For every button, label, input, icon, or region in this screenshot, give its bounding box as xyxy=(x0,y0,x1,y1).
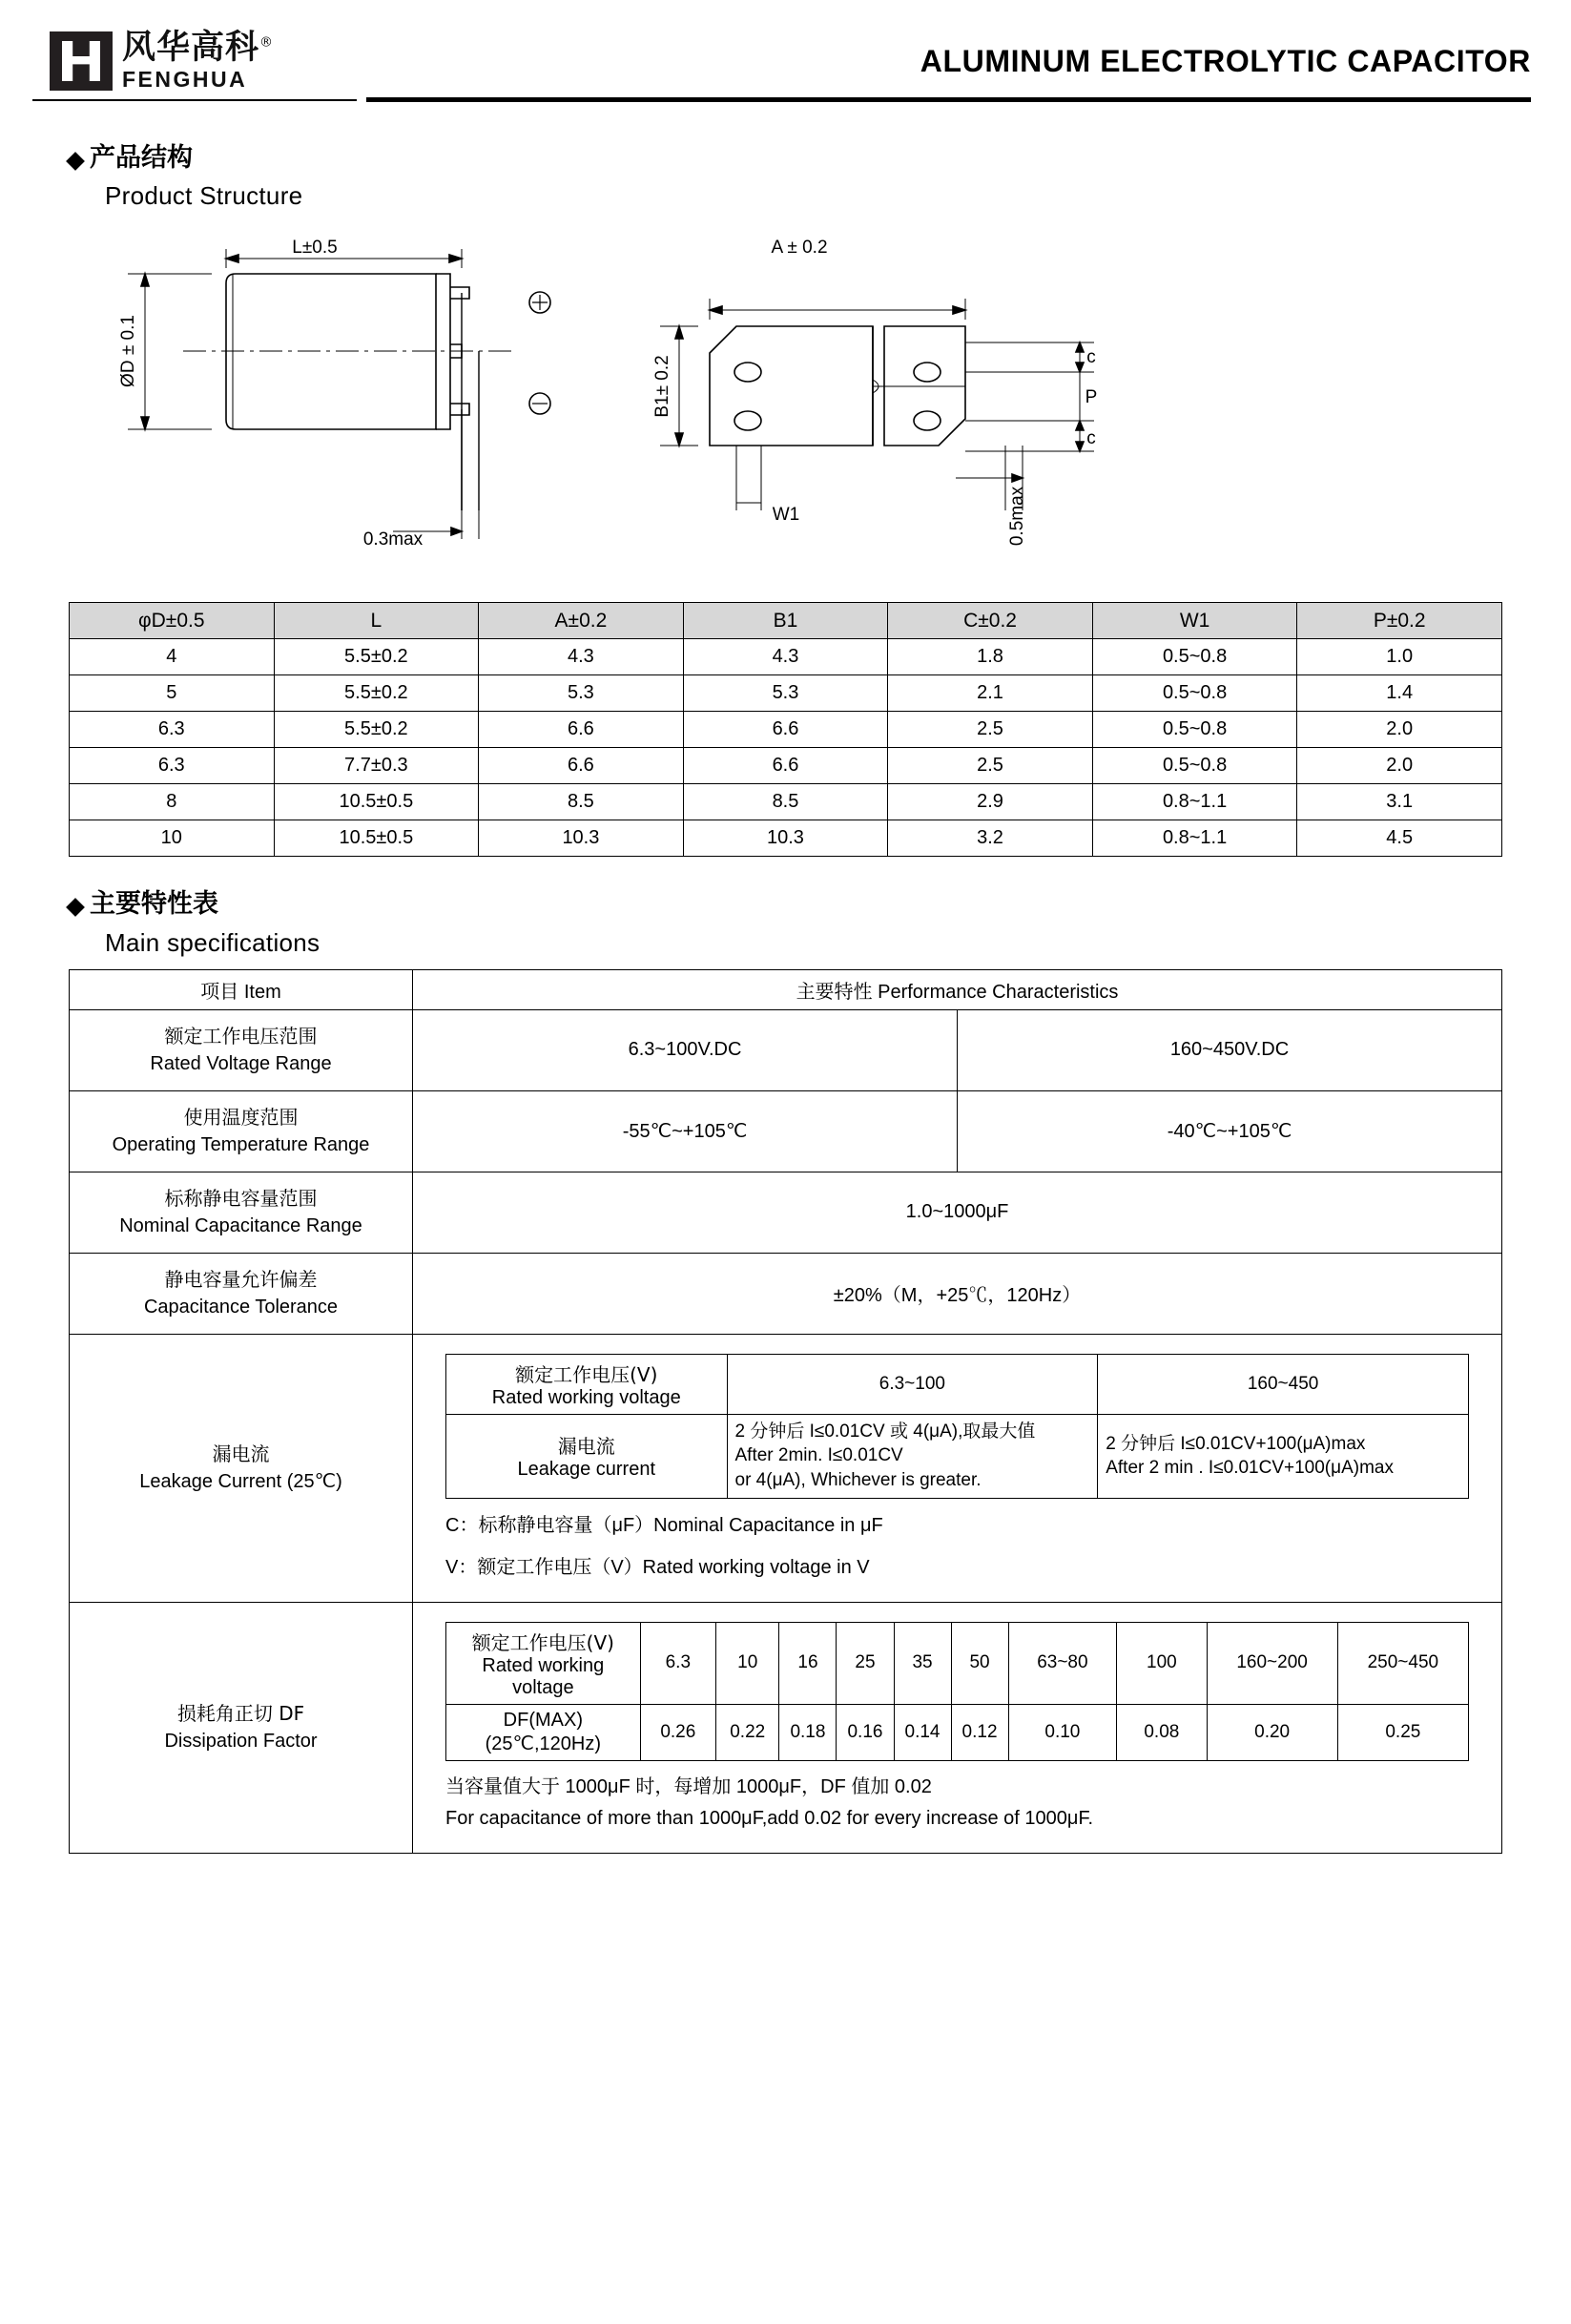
section1-title-cn: 产品结构 xyxy=(90,143,193,173)
cell: 6.6 xyxy=(683,712,888,748)
item-label-cn: 项目 xyxy=(200,979,239,1003)
label-en: Nominal Capacitance Range xyxy=(119,1214,362,1236)
label-en: Leakage current xyxy=(517,1459,656,1481)
cell: 4.5 xyxy=(1297,820,1502,857)
cell: 0.22 xyxy=(715,1704,778,1760)
cell: 0.8~1.1 xyxy=(1092,784,1297,820)
table-row xyxy=(446,1354,1469,1414)
cell: 3.1 xyxy=(1297,784,1502,820)
df-inner-wrap xyxy=(421,1608,1494,1847)
cell: 5.3 xyxy=(479,675,684,712)
svg-text:0.3max: 0.3max xyxy=(362,529,424,550)
cell: 10.5±0.5 xyxy=(274,820,479,857)
cell: 35 xyxy=(894,1622,951,1704)
cell: 7.7±0.3 xyxy=(274,748,479,784)
cell: 1.4 xyxy=(1297,675,1502,712)
label-en: Operating Temperature Range xyxy=(112,1133,370,1155)
cell: 0.20 xyxy=(1207,1704,1337,1760)
dim-header-a: A±0.2 xyxy=(479,603,684,639)
header-thick-rule xyxy=(366,97,1531,102)
cell: 1.8 xyxy=(888,639,1093,675)
cell: 160~200 xyxy=(1207,1622,1337,1704)
label-cn: 漏电流 xyxy=(557,1435,615,1459)
dim-header-p: P±0.2 xyxy=(1297,603,1502,639)
value-rated-voltage-low: 6.3~100V.DC xyxy=(413,1009,958,1090)
cell: 100 xyxy=(1117,1622,1207,1704)
cell: 50 xyxy=(951,1622,1008,1704)
spec-header-performance xyxy=(413,969,1502,1009)
cell: 0.16 xyxy=(837,1704,894,1760)
cell: 2.9 xyxy=(888,784,1093,820)
cell: 1.0 xyxy=(1297,639,1502,675)
text-line: or 4(μA), Whichever is greater. xyxy=(734,1470,982,1491)
item-label-en: Item xyxy=(243,981,281,1003)
df-inner-table xyxy=(445,1622,1469,1761)
value-rated-voltage-high: 160~450V.DC xyxy=(958,1009,1502,1090)
text-line: 2 分钟后 I≤0.01CV+100(μA)max xyxy=(1106,1433,1366,1454)
cell: 2.0 xyxy=(1297,748,1502,784)
svg-text:P: P xyxy=(1085,387,1098,408)
row-label-leakage-current xyxy=(70,1334,413,1602)
table-row xyxy=(70,820,1502,857)
table-row xyxy=(446,1414,1469,1498)
perf-label-cn: 主要特性 xyxy=(796,979,873,1003)
value-operating-temp-low: -55℃~+105℃ xyxy=(413,1090,958,1172)
spec-header-item xyxy=(70,969,413,1009)
cell: 0.25 xyxy=(1337,1704,1468,1760)
leakage-current-label xyxy=(446,1414,728,1498)
main-specifications-section xyxy=(69,889,1502,1853)
label-line-2: (25℃,120Hz) xyxy=(485,1733,602,1754)
svg-text:B1± 0.2: B1± 0.2 xyxy=(652,355,672,419)
table-row xyxy=(70,639,1502,675)
df-note-en: For capacitance of more than 1000μF,add 0.02 for every increase of 1000μF. xyxy=(445,1807,1093,1829)
text-line: 2 分钟后 I≤0.01CV 或 4(μA),取最大值 xyxy=(734,1421,1036,1442)
cell: 4.3 xyxy=(683,639,888,675)
cell: 6.6 xyxy=(479,748,684,784)
value-capacitance-tolerance: ±20%（M，+25℃，120Hz） xyxy=(413,1253,1502,1334)
label-line-2: Rated working xyxy=(482,1654,605,1676)
leakage-detail-cell xyxy=(413,1334,1502,1602)
cell: 0.10 xyxy=(1008,1704,1117,1760)
label-en: Leakage Current (25℃) xyxy=(139,1470,342,1492)
registered-trademark-icon: ® xyxy=(259,34,275,51)
df-voltage-label xyxy=(446,1622,641,1704)
dimension-table xyxy=(69,602,1502,857)
cell: 6.3 xyxy=(70,748,275,784)
cell: 0.8~1.1 xyxy=(1092,820,1297,857)
cell: 2.0 xyxy=(1297,712,1502,748)
text-line: After 2min. I≤0.01CV xyxy=(734,1445,903,1466)
row-label-nominal-capacitance xyxy=(70,1172,413,1253)
cell: 0.26 xyxy=(640,1704,715,1760)
dim-header-b1: B1 xyxy=(683,603,888,639)
cell: 0.18 xyxy=(779,1704,837,1760)
diamond-bullet-icon xyxy=(66,898,85,917)
logo-chinese-name: 风华高科® xyxy=(122,29,275,67)
table-row xyxy=(70,1602,1502,1853)
cell: 6.6 xyxy=(479,712,684,748)
cell: 10.3 xyxy=(683,820,888,857)
table-row xyxy=(70,1172,1502,1253)
df-note-cn: 当容量值大于 1000μF 时，每增加 1000μF，DF 值加 0.02 xyxy=(445,1775,932,1797)
svg-text:A ± 0.2: A ± 0.2 xyxy=(771,238,828,259)
label-en: Rated working voltage xyxy=(491,1386,681,1408)
row-label-dissipation-factor xyxy=(70,1602,413,1853)
text-line: After 2 min . I≤0.01CV+100(μA)max xyxy=(1106,1458,1394,1479)
dim-header-c: C±0.2 xyxy=(888,603,1093,639)
leakage-voltage-low: 6.3~100 xyxy=(727,1354,1098,1414)
logo-english-name: FENGHUA xyxy=(122,66,248,92)
leakage-inner-wrap xyxy=(421,1340,1494,1596)
cell: 2.5 xyxy=(888,748,1093,784)
cell: 5 xyxy=(70,675,275,712)
capacitor-drawing xyxy=(69,224,1502,596)
leakage-current-low-value xyxy=(727,1414,1098,1498)
value-operating-temp-high: -40℃~+105℃ xyxy=(958,1090,1502,1172)
df-max-label xyxy=(446,1704,641,1760)
label-en: Dissipation Factor xyxy=(164,1730,318,1752)
page-header xyxy=(32,23,1539,111)
cell: 4.3 xyxy=(479,639,684,675)
label-cn: 静电容量允许偏差 xyxy=(164,1267,318,1291)
cell: 25 xyxy=(837,1622,894,1704)
cell: 0.5~0.8 xyxy=(1092,712,1297,748)
label-en: Capacitance Tolerance xyxy=(143,1296,339,1318)
cell: 5.5±0.2 xyxy=(274,675,479,712)
dim-header-w1: W1 xyxy=(1092,603,1297,639)
dimension-table-header-row xyxy=(70,603,1502,639)
cell: 0.5~0.8 xyxy=(1092,639,1297,675)
svg-text:c: c xyxy=(1086,428,1096,449)
cell: 2.1 xyxy=(888,675,1093,712)
cell: 0.14 xyxy=(894,1704,951,1760)
cell: 10.5±0.5 xyxy=(274,784,479,820)
cell: 6.6 xyxy=(683,748,888,784)
leakage-voltage-high: 160~450 xyxy=(1098,1354,1469,1414)
cell: 8.5 xyxy=(683,784,888,820)
table-row xyxy=(70,1009,1502,1090)
cell: 16 xyxy=(779,1622,837,1704)
cell: 6.3 xyxy=(640,1622,715,1704)
cell: 5.5±0.2 xyxy=(274,712,479,748)
cell: 10.3 xyxy=(479,820,684,857)
cell: 6.3 xyxy=(70,712,275,748)
cell: 10 xyxy=(715,1622,778,1704)
product-structure-section xyxy=(69,143,1502,857)
row-label-rated-voltage xyxy=(70,1009,413,1090)
label-cn: 漏电流 xyxy=(212,1442,270,1465)
leakage-voltage-label xyxy=(446,1354,728,1414)
section2-heading xyxy=(69,889,1502,920)
dim-header-d: φD±0.5 xyxy=(70,603,275,639)
header-thin-rule xyxy=(32,99,357,101)
svg-text:W1: W1 xyxy=(772,505,800,526)
cell: 5.3 xyxy=(683,675,888,712)
cell: 5.5±0.2 xyxy=(274,639,479,675)
document-title: ALUMINUM ELECTROLYTIC CAPACITOR xyxy=(920,44,1531,78)
cell: 0.12 xyxy=(951,1704,1008,1760)
dim-header-l: L xyxy=(274,603,479,639)
label-cn: 损耗角正切 DF xyxy=(176,1701,305,1725)
fenghua-logo-icon xyxy=(50,31,113,91)
specifications-table xyxy=(69,969,1502,1854)
cell: 2.5 xyxy=(888,712,1093,748)
table-row xyxy=(70,712,1502,748)
table-row xyxy=(70,748,1502,784)
cell: 3.2 xyxy=(888,820,1093,857)
svg-text:ØD ± 0.1: ØD ± 0.1 xyxy=(118,315,138,388)
table-row xyxy=(70,675,1502,712)
table-row xyxy=(70,784,1502,820)
leakage-inner-table xyxy=(445,1354,1469,1499)
diamond-bullet-icon xyxy=(66,152,85,171)
company-logo xyxy=(50,31,274,92)
label-line-1: 额定工作电压(V) xyxy=(471,1630,614,1654)
cell: 8.5 xyxy=(479,784,684,820)
label-cn: 额定工作电压范围 xyxy=(164,1024,318,1048)
label-cn: 额定工作电压(V) xyxy=(515,1362,658,1386)
table-row xyxy=(446,1704,1469,1760)
svg-text:0.5max: 0.5max xyxy=(1007,487,1027,547)
label-line-3: voltage xyxy=(512,1676,574,1698)
row-label-operating-temp xyxy=(70,1090,413,1172)
cell: 0.5~0.8 xyxy=(1092,748,1297,784)
svg-text:L±0.5: L±0.5 xyxy=(292,238,338,259)
row-label-capacitance-tolerance xyxy=(70,1253,413,1334)
spec-header-row xyxy=(70,969,1502,1009)
section2-title-cn: 主要特性表 xyxy=(90,889,218,920)
cell: 0.08 xyxy=(1117,1704,1207,1760)
cell: 0.5~0.8 xyxy=(1092,675,1297,712)
cell: 63~80 xyxy=(1008,1622,1117,1704)
leakage-current-high-value xyxy=(1098,1414,1469,1498)
table-row xyxy=(70,1334,1502,1602)
value-nominal-capacitance: 1.0~1000μF xyxy=(413,1172,1502,1253)
section2-title-en: Main specifications xyxy=(105,927,320,957)
label-line-1: DF(MAX) xyxy=(503,1709,583,1731)
cell: 10 xyxy=(70,820,275,857)
table-row xyxy=(70,1253,1502,1334)
table-row xyxy=(70,1090,1502,1172)
cell: 250~450 xyxy=(1337,1622,1468,1704)
leakage-note-voltage: V：额定工作电压（V）Rated working voltage in V xyxy=(445,1556,870,1578)
label-en: Rated Voltage Range xyxy=(150,1052,332,1074)
cell: 4 xyxy=(70,639,275,675)
logo-text-block xyxy=(122,31,274,92)
df-detail-cell xyxy=(413,1602,1502,1853)
svg-text:c: c xyxy=(1086,347,1096,368)
document-page xyxy=(0,23,1571,2324)
table-row xyxy=(446,1622,1469,1704)
cell: 8 xyxy=(70,784,275,820)
perf-label-en: Performance Characteristics xyxy=(878,981,1119,1003)
label-cn: 使用温度范围 xyxy=(183,1105,299,1129)
section1-heading xyxy=(69,143,1502,174)
leakage-note-capacitance: C：标称静电容量（μF）Nominal Capacitance in μF xyxy=(445,1514,883,1536)
section1-title-en: Product Structure xyxy=(105,181,303,211)
label-cn: 标称静电容量范围 xyxy=(164,1186,318,1210)
